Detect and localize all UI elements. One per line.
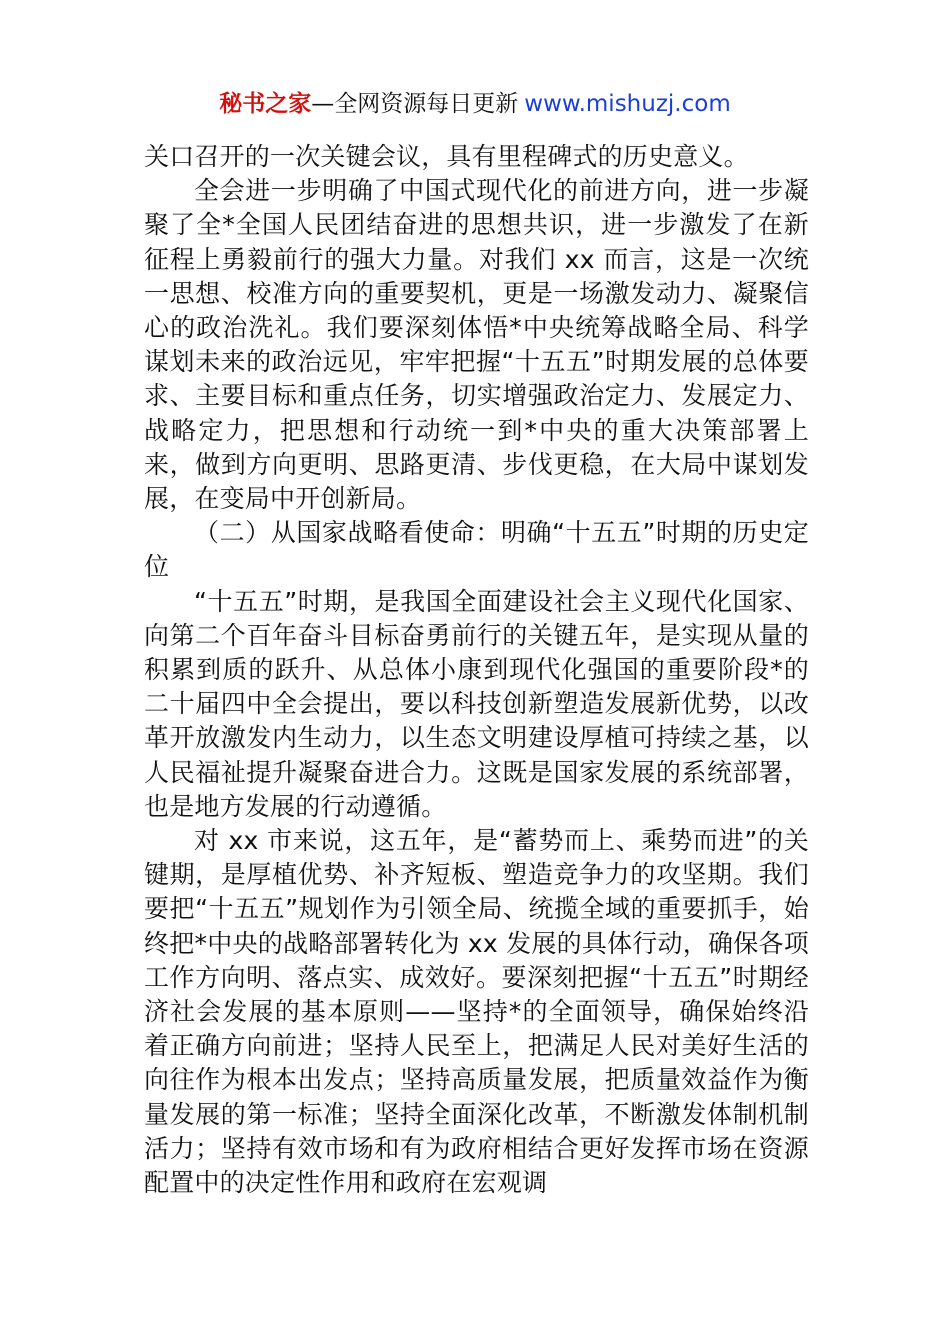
- document-body: [144, 140, 809, 1200]
- site-url-link[interactable]: www.mishuzj.com: [524, 91, 731, 117]
- site-slogan: —全网资源每日更新: [311, 91, 519, 117]
- paragraph-plenary-significance: 全会进一步明确了中国式现代化的前进方向，进一步凝聚了全*全国人民团结奋进的思想共识，进一步激发了在新征程上勇毅前行的强大力量。对我们 xx 而言，这是一次统一思想、校准方向的重要契机，更是一场激发动力、凝聚信心的政治洗礼。我们要深刻体悟*中央统筹战略全局、科学谋划未来的政治远见，牢牢把握“十五五”时期发展的总体要求、主要目标和重点任务，切实增强政治定力、发展定力、战略定力，把思想和行动统一到*中央的重大决策部署上来，做到方向更明、思路更清、步伐更稳，在大局中谋划发展，在变局中开创新局。: [144, 176, 809, 514]
- paragraph-fifteenth-five-year-period: “十五五”时期，是我国全面建设社会主义现代化国家、向第二个百年奋斗目标奋勇前行的关键五年，是实现从量的积累到质的跃升、从总体小康到现代化强国的重要阶段*的二十届四中全会提出，要以科技创新塑造发展新优势，以改革开放激发内生动力，以生态文明建设厚植可持续之基，以人民福祉提升凝聚奋进合力。这既是国家发展的系统部署，也是地方发展的行动遵循。: [144, 586, 809, 821]
- brand-name: 秘书之家: [219, 91, 312, 117]
- section-heading-national-strategy: （二）从国家战略看使命：明确“十五五”时期的历史定位: [144, 518, 809, 582]
- paragraph-city-mission: 对 xx 市来说，这五年，是“蓄势而上、乘势而进”的关键期，是厚植优势、补齐短板、塑造竞争力的攻坚期。我们要把“十五五”规划作为引领全局、统揽全域的重要抓手，始终把*中央的战略部署转化为 xx 发展的具体行动，确保各项工作方向明、落点实、成效好。要深刻把握“十五五”时期经济社会发展的基本原则——坚持*的全面领导，确保始终沿着正确方向前进；坚持人民至上，把满足人民对美好生活的向往作为根本出发点；坚持高质量发展，把质量效益作为衡量发展的第一标准；坚持全面深化改革，不断激发体制机制活力；坚持有效市场和有为政府相结合更好发挥市场在资源配置中的决定性作用和政府在宏观调: [144, 826, 809, 1198]
- paragraph-continued: 关口召开的一次关键会议，具有里程碑式的历史意义。: [144, 142, 749, 171]
- site-header: [0, 86, 950, 122]
